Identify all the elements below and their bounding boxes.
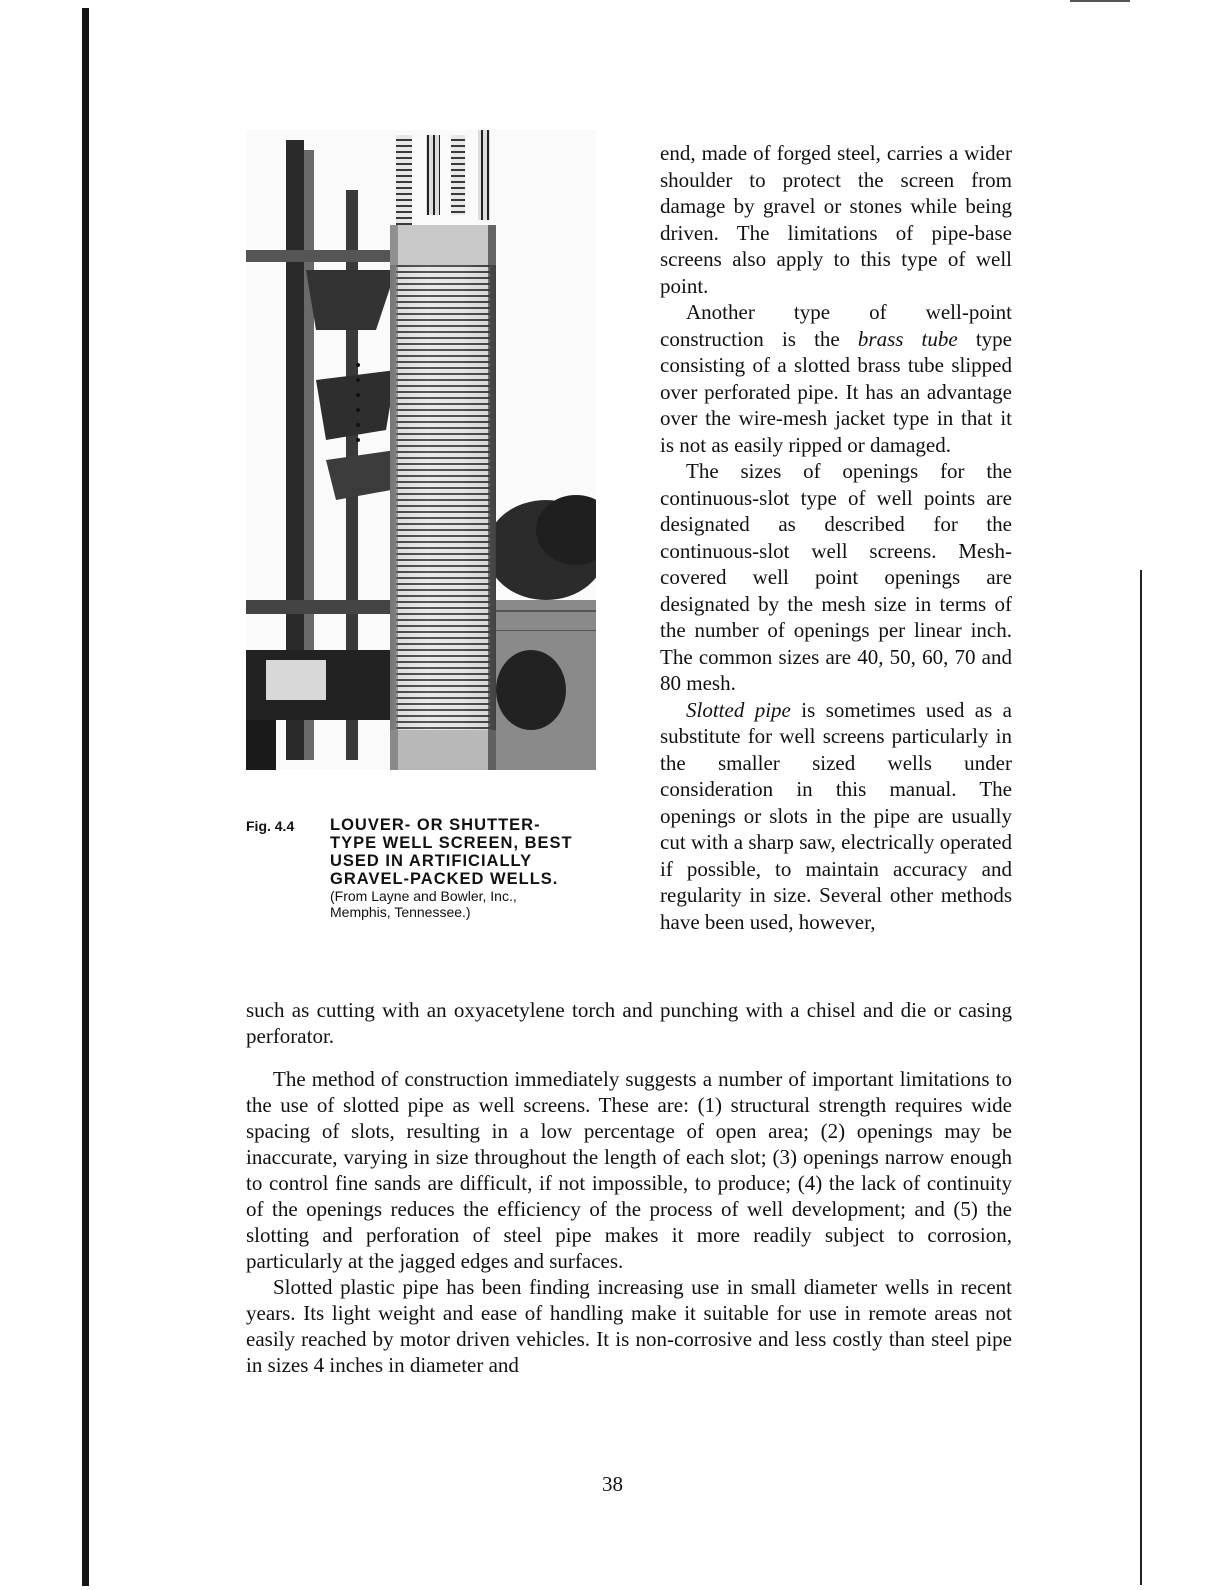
page-number: 38 <box>602 1472 623 1496</box>
caption-line: USED IN ARTIFICIALLY <box>330 852 533 870</box>
paragraph-slotted-pipe <box>660 697 1012 936</box>
right-column-text <box>660 140 1012 935</box>
italic-term: brass tube <box>857 326 958 351</box>
full-width-continuation <box>246 997 1012 1049</box>
caption-source-line: (From Layne and Bowler, Inc., <box>330 888 517 904</box>
scan-mark-top <box>1070 0 1130 2</box>
italic-term: Slotted pipe <box>686 697 791 722</box>
paragraph-forged-steel: end, made of forged steel, carries a wider shoulder to protect the screen from damage by gravel or stones while being driven. The limitations of pipe-base screens also apply to this type of well point. <box>660 141 1012 298</box>
scan-edge-left <box>82 8 89 1586</box>
caption-line: TYPE WELL SCREEN, BEST <box>330 834 573 852</box>
caption-line: GRAVEL-PACKED WELLS. <box>330 870 559 888</box>
paragraph-text: Another type of well-point construction is the <box>660 300 1012 351</box>
paragraph-limitations: The method of construction immediately suggests a number of important limitations to the use of slotted pipe as well screens. These are: (1) structural strength requires wide spacing of slots, resulting in a low percentage of open area; (2) openings may be inaccurate, varying in size throughout the length of each slot; (3) openings narrow enough to control fine sands are difficult, if not impossible, to produce; (4) the lack of continuity of the openings reduces the efficiency of the process of well development; and (5) the slotting and perforation of steel pipe makes it more readily subject to corrosion, particularly at the jagged edges and surfaces. <box>246 1067 1012 1273</box>
paragraph-opening-sizes: The sizes of openings for the continuous-slot type of well points are designated as described for the continuous-slot well screens. Mesh-covered well point openings are designated by the mesh size in terms of the number of openings per linear inch. The common sizes are 40, 50, 60, 70 and 80 mesh. <box>660 459 1012 695</box>
caption-source-line: Memphis, Tennessee.) <box>330 904 471 920</box>
full-width-text <box>246 1066 1012 1378</box>
caption-line: LOUVER- OR SHUTTER- <box>330 816 541 834</box>
paragraph-text: is sometimes used as a substitute for well screens particularly in the smaller sized wells under consideration in this manual. The openings or slots in the pipe are usually cut with a sharp saw, electrically operated if possible, to maintain accuracy and regularity in size. Several other methods have been used, however, <box>660 697 1013 934</box>
paragraph-text: type consisting of a slotted brass tube slipped over perforated pipe. It has an advantage over the wire-mesh jacket type in that it is not as easily ripped or damaged. <box>660 326 1012 457</box>
scan-edge-right <box>1140 570 1142 1585</box>
paragraph-brass-tube <box>660 299 1012 458</box>
figure-label: Fig. 4.4 <box>246 818 295 834</box>
paragraph-plastic-pipe: Slotted plastic pipe has been finding increasing use in small diameter wells in recent years. Its light weight and ease of handling make it suitable for use in remote areas not easily reached by motor driven vehicles. It is non-corrosive and less costly than steel pipe in sizes 4 inches in diameter and <box>246 1275 1012 1377</box>
well-screen-photo-drawing <box>246 130 596 770</box>
figure-caption <box>330 816 620 920</box>
paragraph-continuation: such as cutting with an oxyacetylene torch and punching with a chisel and die or casing perforator. <box>246 998 1012 1048</box>
well-screen-photo <box>246 130 596 770</box>
